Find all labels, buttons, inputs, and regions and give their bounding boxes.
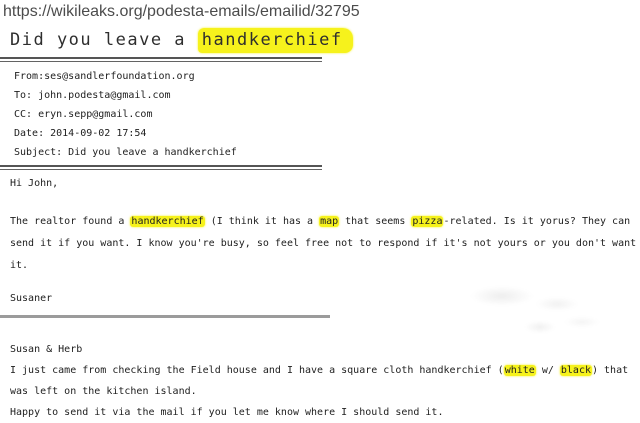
text-segment: The realtor found a <box>10 216 131 227</box>
divider-above-headers <box>0 57 322 62</box>
text-segment: Date: 2014-09-02 17:54 <box>14 128 147 139</box>
text-line <box>14 124 640 143</box>
quoted-message-body <box>10 360 640 423</box>
text-segment: -related. Is it yorus? They can <box>443 216 631 227</box>
text-line <box>10 360 640 381</box>
text-segment: w/ <box>535 365 560 376</box>
text-line <box>14 105 640 124</box>
text-line <box>14 143 640 162</box>
text-segment: From:ses@sandlerfoundation.org <box>14 71 195 82</box>
text-segment: was left on the kitchen island. <box>10 386 197 397</box>
text-segment: send it if you want. I know you're busy, so feel free not to respond if it's not yours or you don't want <box>10 238 637 249</box>
text-segment: ) that <box>592 365 629 376</box>
text-segment: Subject: Did you leave a handkerchief <box>14 147 237 158</box>
page-url: https://wikileaks.org/podesta-emails/emailid/32795 <box>3 3 360 20</box>
text-segment: Happy to send it via the mail if you let me know where I should send it. <box>10 407 444 418</box>
highlighted-text: map <box>320 216 339 227</box>
signature-line: Susaner <box>10 293 53 304</box>
highlighted-text: white <box>504 365 535 376</box>
highlighted-text: handkerchief <box>198 28 353 53</box>
text-line <box>14 86 640 105</box>
text-segment: it. <box>10 260 29 271</box>
text-line <box>10 233 640 255</box>
email-header-block <box>14 67 640 162</box>
text-segment: CC: eryn.sepp@gmail.com <box>14 109 153 120</box>
text-line <box>10 381 640 402</box>
text-line <box>10 211 640 233</box>
text-line <box>10 402 640 423</box>
email-body <box>10 177 640 306</box>
text-segment: Did you leave a <box>10 30 198 50</box>
text-line <box>14 67 640 86</box>
highlighted-text: black <box>560 365 591 376</box>
text-segment: that seems <box>339 216 412 227</box>
text-segment: (I think it has a <box>204 216 320 227</box>
highlighted-text: pizza <box>412 216 443 227</box>
text-segment: I just came from checking the Field house and I have a square cloth handkerchief ( <box>10 365 504 376</box>
text-segment: To: john.podesta@gmail.com <box>14 90 171 101</box>
divider-below-headers <box>0 165 322 170</box>
text-line <box>10 255 640 277</box>
quoted-sender-names: Susan & Herb <box>10 344 83 355</box>
greeting-line: Hi John, <box>10 178 59 189</box>
quoted-message-divider <box>0 315 330 318</box>
email-title <box>10 29 640 51</box>
body-paragraph <box>10 211 640 277</box>
highlighted-text: handkerchief <box>131 216 204 227</box>
